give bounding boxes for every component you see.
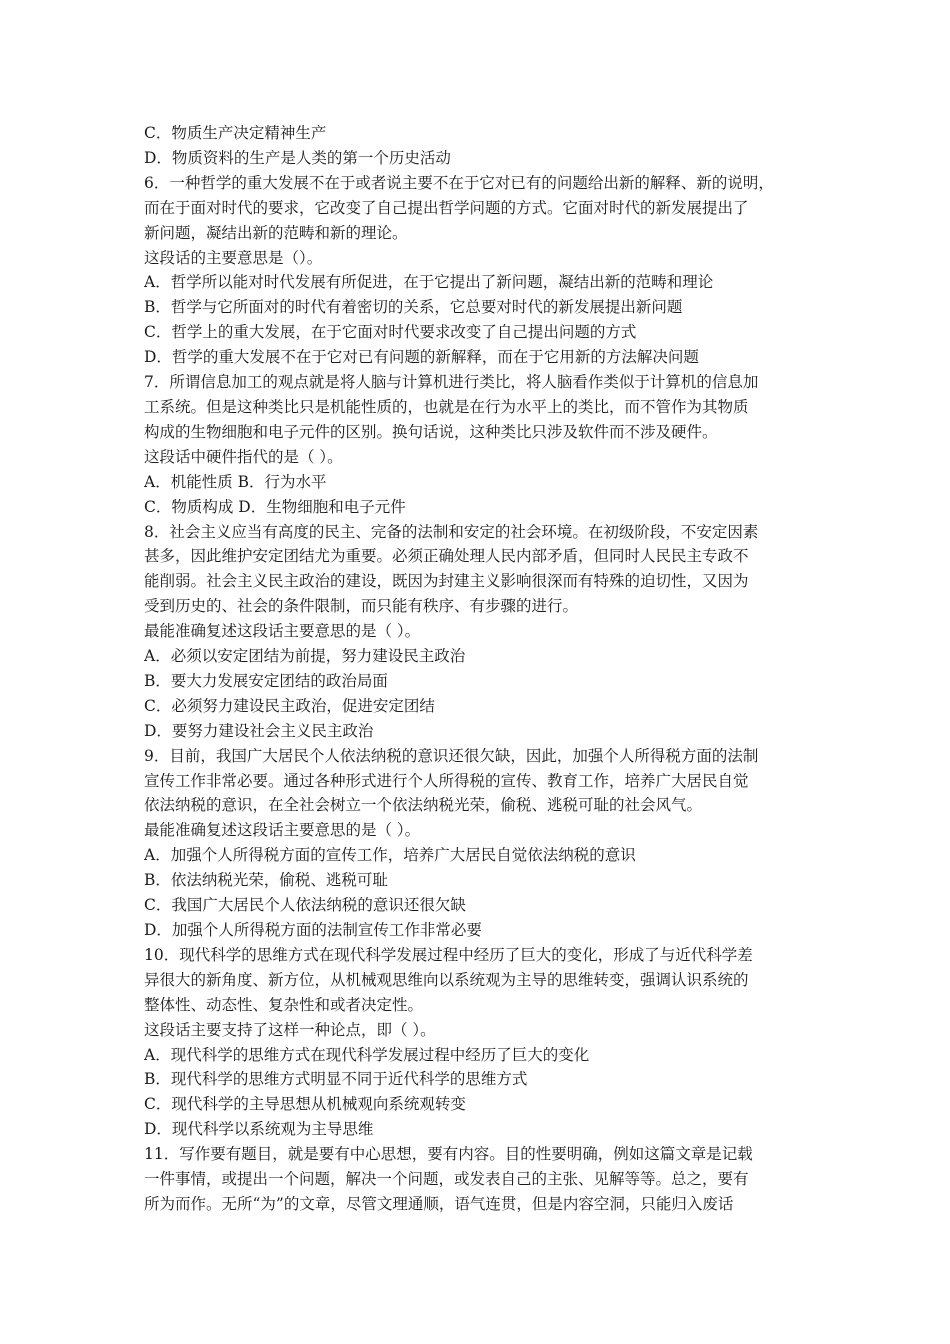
option-a: A．哲学所以能对时代发展有所促进，在于它提出了新问题，凝结出新的范畴和理论 — [144, 273, 714, 292]
text-line: 而在于面对时代的要求，它改变了自己提出哲学问题的方式。它面对时代的新发展提出了 — [144, 198, 749, 217]
text-line: 能削弱。社会主义民主政治的建设，既因为封建主义影响很深而有特殊的迫切性，又因为 — [144, 572, 749, 591]
option-b: B．现代科学的思维方式明显不同于近代科学的思维方式 — [144, 1070, 528, 1089]
question-10-stem: 10．现代科学的思维方式在现代科学发展过程中经历了巨大的变化，形成了与近代科学差 — [144, 945, 753, 964]
text-line: 宣传工作非常必要。通过各种形式进行个人所得税的宣传、教育工作，培养广大居民自觉 — [144, 771, 749, 790]
text-line: 新问题，凝结出新的范畴和新的理论。 — [144, 223, 408, 242]
text-line: 所为而作。无所“为”的文章，尽管文理通顺，语气连贯，但是内容空洞，只能归入废话 — [144, 1194, 734, 1213]
question-9-stem: 9．目前，我国广大居民个人依法纳税的意识还很欠缺，因此，加强个人所得税方面的法制 — [144, 746, 759, 765]
option-b: B．依法纳税光荣，偷税、逃税可耻 — [144, 871, 388, 890]
option-a-b: A．机能性质 B．行为水平 — [144, 472, 327, 491]
text-line: 一件事情，或提出一个问题，解决一个问题，或发表自己的主张、见解等等。总之，要有 — [144, 1170, 749, 1189]
option-c: C．现代科学的主导思想从机械观向系统观转变 — [144, 1095, 466, 1114]
text-line: 甚多，因此维护安定团结尤为重要。必须正确处理人民内部矛盾，但同时人民民主专政不 — [144, 547, 749, 566]
option-c-d: C．物质构成 D．生物细胞和电子元件 — [144, 497, 406, 516]
question-9-prompt: 最能准确复述这段话主要意思的是（ ）。 — [144, 821, 421, 840]
option-b: B．哲学与它所面对的时代有着密切的关系，它总要对时代的新发展提出新问题 — [144, 298, 683, 317]
document-page — [144, 121, 808, 1217]
text-line: C．物质生产决定精神生产 — [144, 124, 327, 142]
question-10-prompt: 这段话主要支持了这样一种论点，即（ ）。 — [144, 1020, 436, 1039]
option-d: D．加强个人所得税方面的法制宣传工作非常必要 — [144, 921, 482, 939]
text-line: 整体性、动态性、复杂性和或者决定性。 — [144, 995, 424, 1014]
question-6-prompt: 这段话的主要意思是（）。 — [144, 248, 323, 267]
option-d: D．哲学的重大发展不在于它对已有问题的新解释，而在于它用新的方法解决问题 — [144, 348, 699, 367]
option-b: B．要大力发展安定团结的政治局面 — [144, 671, 388, 690]
option-c: C．哲学上的重大发展，在于它面对时代要求改变了自己提出问题的方式 — [144, 323, 637, 342]
text-line: 异很大的新角度、新方位，从机械观思维向以系统观为主导的思维转变，强调认识系统的 — [144, 970, 749, 989]
text-line: 构成的生物细胞和电子元件的区别。换句话说，这种类比只涉及软件而不涉及硬件。 — [144, 422, 718, 441]
text-line: 受到历史的、社会的条件限制，而只能有秩序、有步骤的进行。 — [144, 597, 579, 616]
option-a: A．必须以安定团结为前提，努力建设民主政治 — [144, 647, 466, 666]
text-line: D．物质资料的生产是人类的第一个历史活动 — [144, 148, 451, 167]
text-line: 依法纳税的意识，在全社会树立一个依法纳税光荣，偷税、逃税可耻的社会风气。 — [144, 796, 703, 815]
option-a: A．加强个人所得税方面的宣传工作，培养广大居民自觉依法纳税的意识 — [144, 846, 636, 865]
question-7-prompt: 这段话中硬件指代的是（ ）。 — [144, 447, 343, 466]
question-11-stem: 11．写作要有题目，就是要有中心思想，要有内容。目的性要明确，例如这篇文章是记载 — [144, 1145, 753, 1164]
option-d: D．要努力建设社会主义民主政治 — [144, 721, 374, 740]
option-a: A．现代科学的思维方式在现代科学发展过程中经历了巨大的变化 — [144, 1045, 590, 1064]
question-8-prompt: 最能准确复述这段话主要意思的是（ ）。 — [144, 622, 421, 641]
question-6-stem: 6．一种哲学的重大发展不在于或者说主要不在于它对已有的问题给出新的解释、新的说明， — [144, 173, 774, 192]
option-c: C．必须努力建设民主政治，促进安定团结 — [144, 696, 435, 715]
option-c: C．我国广大居民个人依法纳税的意识还很欠缺 — [144, 896, 466, 915]
question-7-stem: 7．所谓信息加工的观点就是将人脑与计算机进行类比，将人脑看作类似于计算机的信息加 — [144, 373, 759, 392]
option-d: D．现代科学以系统观为主导思维 — [144, 1120, 374, 1139]
question-8-stem: 8．社会主义应当有高度的民主、完备的法制和安定的社会环境。在初级阶段，不安定因素 — [144, 522, 759, 541]
text-line: 工系统。但是这种类比只是机能性质的，也就是在行为水平上的类比，而不管作为其物质 — [144, 397, 749, 416]
